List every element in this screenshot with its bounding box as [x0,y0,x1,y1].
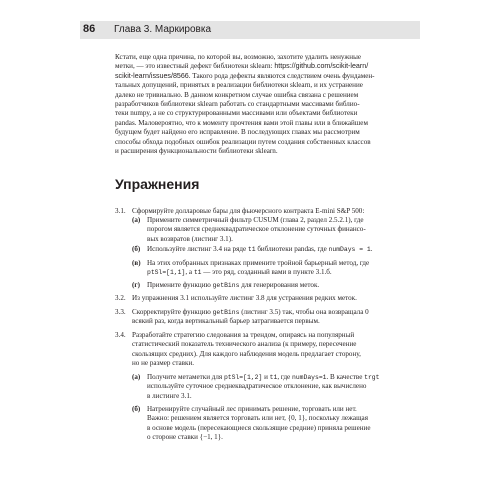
exercise-line [132,308,369,317]
item-line: в основе модель (пересекающиеся скользящие средние) приняла решение [147,423,371,432]
exercise-number: 3.3. [115,308,126,316]
item-text: Примените функцию [147,281,213,289]
item-label: (в) [132,259,141,267]
item-line: Важно: решением является торговать или нет, {0, 1}, поскольку лежащая [147,414,368,423]
intro-line: тальных допущений, принятых в реализации библиотеки sklearn, и их устранение [115,81,363,90]
exercise-3-3 [132,308,369,327]
intro-text: метки, — это известный дефект библиотеки sklearn: [115,62,275,71]
item-line: Примените симметричный фильтр CUSUM (глава 2, раздел 2.5.2.1), где [147,216,364,224]
exercise-text: Из упражнения 3.1 используйте листинг 3.8 для устранения редких меток. [132,294,357,302]
code-token: ptSl=[1,2] [223,374,263,381]
code-token: numDays = 1 [328,246,371,253]
page-header [80,21,420,39]
code-token: t1 [247,246,256,253]
item-text: . [370,245,373,253]
exercise-line: всякий раз, когда вертикальный барьер затрагивается первым. [132,317,320,326]
chapter-title: Глава 3. Маркировка [114,24,212,35]
intro-line: разработчиков библиотеки sklearn работать со стандартными массивами библио- [115,100,360,109]
exercise-line: статистический показатель технического анализа (к примеру, пересечение [132,340,357,349]
item-line [147,245,373,254]
item-line: На этих отобранных признаках примените тройной барьерный метод, где [147,259,370,267]
intro-text: . Такого рода дефекты являются следствием очень фундамен- [188,71,375,80]
exercise-line: скользящих средних). Для каждого наблюдения модель предлагает сторону, [132,349,361,358]
item-text: , где [277,373,292,381]
item-text: — это ряд, созданный вами в пункте 3.1.б. [201,268,332,277]
item-label: (б) [132,405,141,413]
intro-line: Кстати, еще одна причина, по которой вы, возможно, захотите удалить ненужные [115,53,362,61]
item-label: (б) [132,245,141,253]
intro-line: pandas. Маловероятно, что к моменту прочтения вами этой главы или в ближайшем [115,118,368,127]
intro-line [115,62,405,71]
section-title: Упражнения [115,176,200,192]
item-line: используйте суточное среднеквадратическое отклонение, как вычислено [147,382,367,391]
code-token: getBins [212,309,240,316]
item-text: для генерирования меток. [239,281,320,289]
item-line: порогом является среднеквадратическое отклонение суточных финансо- [147,225,366,234]
exercise-number: 3.2. [115,294,126,302]
exercise-text: Сформируйте долларовые бары для фьючерсного контракта E-mini S&P 500: [132,207,365,215]
code-token: t1 [193,269,202,277]
item-line: о стороне ставки {−1, 1}. [147,433,223,442]
issue-link[interactable]: https://github.com/scikit-learn/ [274,62,369,71]
intro-line: далеко не тривиально. В данном конкретном случае ошибка связана с решением [115,90,359,99]
exercise-text: (листинг 3.5) так, чтобы она возвращала 0 [239,308,369,316]
intro-line: теки numpy, а не со структурированными массивами или объектами библиотеки [115,109,358,118]
code-token: ptSl=[1,1] [147,269,186,277]
exercise-3-4 [132,331,361,369]
intro-line: будущем будет найдено его исправление. В последующих главах мы рассмотрим [115,128,360,137]
exercise-number: 3.4. [115,331,126,339]
exercise-3-1 [132,207,364,216]
exercise-line: но не размер ставки. [132,359,195,368]
item-text: Получите метаметки для [147,373,224,381]
exercise-3-2 [132,294,357,303]
item-text: , а [185,268,194,277]
item-line: в листинге 3.1. [147,391,192,400]
exercise-3-1-a [147,216,366,244]
item-line: вых возвратов (листинг 3.1). [147,234,233,243]
item-line: Натренируйте случайный лес принимать решение, торговать или нет. [147,405,357,413]
item-text: библиотеки pandas, где [255,245,329,253]
item-text: и [262,373,270,381]
item-line [147,268,369,277]
exercise-number: 3.1. [115,207,126,215]
code-token: t1 [269,374,278,381]
item-text: . В качестве [326,373,365,381]
exercise-3-1-d [147,281,319,290]
intro-line: и расширения функциональности библиотеки sklearn. [115,147,278,156]
page-number: 86 [83,23,96,35]
intro-paragraph [115,53,405,156]
exercise-3-4-b [147,405,370,443]
code-token: trgt [364,374,380,381]
intro-line [115,72,405,81]
code-token: getBins [212,282,240,289]
exercise-3-1-b [147,245,373,254]
item-label: (а) [132,216,141,224]
item-text: Используйте листинг 3.4 на ряде [147,245,248,253]
item-line [147,281,319,290]
code-token: numDays=1 [291,374,327,381]
exercise-text: Скорректируйте функцию [132,308,213,316]
exercise-line: Разработайте стратегию следования за трендом, опираясь на популярный [132,331,355,339]
item-line [147,373,379,382]
intro-line: способы обхода подобных ошибок реализации путем создания собственных классов [115,137,371,146]
item-label: (г) [132,281,140,289]
exercise-3-1-c [147,259,369,278]
issue-link-cont[interactable]: scikit-learn/issues/8566 [115,71,189,80]
item-label: (а) [132,373,141,381]
exercise-3-4-a [147,373,379,401]
